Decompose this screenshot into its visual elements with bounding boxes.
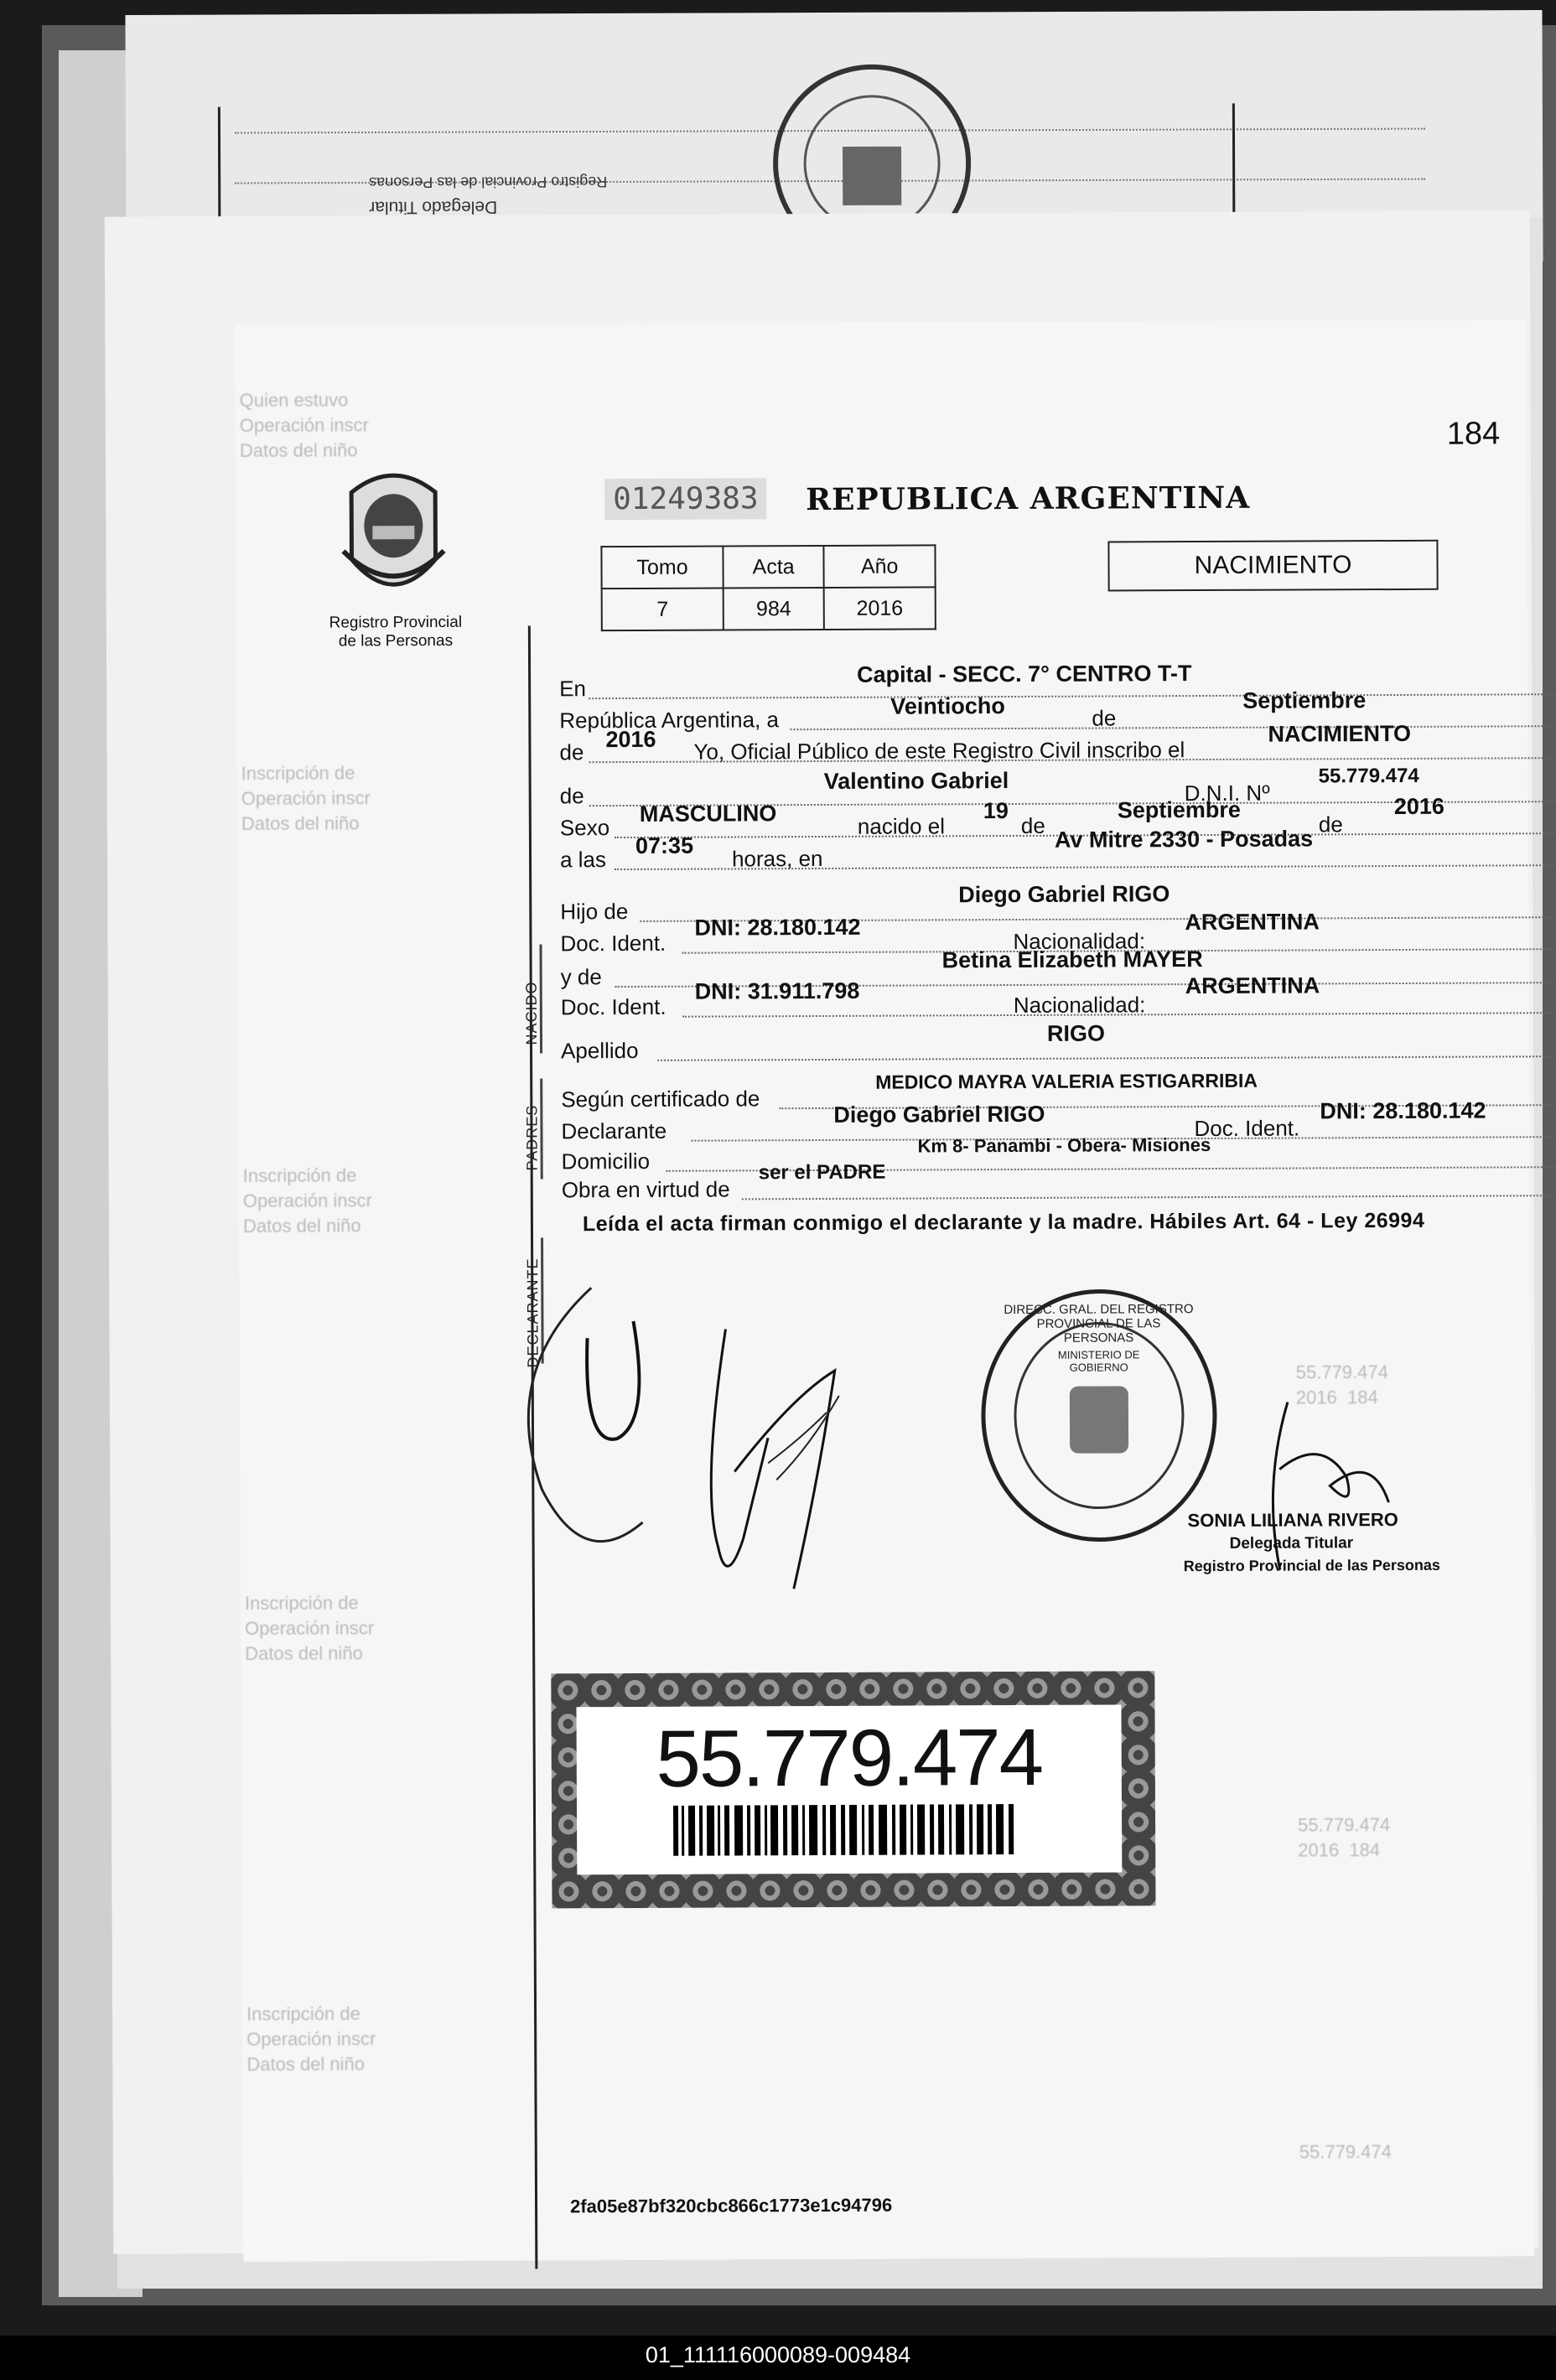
- oficial-text: Yo, Oficial Público de este Registro Civil inscribo el: [693, 737, 1185, 765]
- de-label: de: [1318, 811, 1343, 837]
- birth-year-value: 2016: [1393, 793, 1444, 820]
- obra-label: Obra en virtud de: [561, 1176, 730, 1203]
- table-cell: 984: [724, 588, 824, 630]
- official-title: Delegada Titular: [1229, 1534, 1354, 1553]
- declarante-value: Diego Gabriel RIGO: [833, 1101, 1045, 1128]
- certificado-value: MEDICO MAYRA VALERIA ESTIGARRIBIA: [875, 1069, 1258, 1093]
- section-label-nacido: NACIDO: [522, 981, 541, 1045]
- section-label-padres: PADRES: [523, 1104, 541, 1171]
- birth-month-value: Septiembre: [1117, 796, 1241, 823]
- birth-day-value: 19: [983, 798, 1009, 824]
- nacionalidad-label: Nacionalidad:: [1013, 928, 1146, 954]
- horas-label: horas, en: [731, 845, 823, 872]
- apellido-value: RIGO: [1046, 1020, 1106, 1046]
- republica-label: República Argentina, a: [559, 707, 780, 734]
- footer-id: 01_111116000089-009484: [645, 2342, 911, 2367]
- table-cell: 2016: [824, 587, 936, 630]
- crest-caption: Registro Provincial de las Personas: [329, 613, 463, 651]
- doc-label: Doc. Ident.: [1194, 1115, 1300, 1142]
- declarante-label: Declarante: [561, 1117, 667, 1144]
- dni-label: D.N.I. Nº: [1184, 780, 1270, 806]
- country-title: REPUBLICA ARGENTINA: [806, 480, 1251, 518]
- table-header: Tomo: [601, 547, 723, 589]
- birth-record-form: Quien estuvo Operación inscr Datos del niño Inscripción de Operación inscr Datos del niño Inscripción de Operación inscr Datos del niño Inscripción de Operación inscr Datos del niño Inscripción de Operación inscr Datos del niño 55.779.474 2016 184 55.779.474 2016 184 55.779.474 184 Registro Provincial de las Personas 01249383 REPUBLICA ARGENTINA Tomo Acta Año 7 984 2016 NACIMIENTO NACIDO PADRES DECLARANTE En Capital - SECC. 7° CENTRO T-T República Argentina, a Veintiocho de Septiembre de 2016 Yo, Oficial Público de este Registro Civil inscribo el NACIMIENTO de Valentino Gabriel D.N.I. Nº 55.779.474 Sexo MASCULINO nacido el 19 de Septiembre de 2016 a las 07:35 horas, en Av Mitre 2330 - Posadas Hijo de Diego Gabriel RIGO Doc. Ident. DNI: 28.180.142 Nacionalidad: ARGENTINA y de Betina Elizabeth MAYER Doc. Ident. DNI: 31.911.798 Nacionalidad: ARGENTINA Apellido RIGO Según certificado de MEDICO MAYRA VALERIA ESTIGARRIBIA Declarante Diego Gabriel RIGO Doc. Ident. DNI: 28.180.142 Domicilio Km 8- Panambi - Obera- Misiones Obra en virtud de ser el PADRE Leída el acta firman conmigo el declarante y la madre. Hábiles Art. 64 - Ley 26994 DIRECC. GRAL. DEL REGISTRO PROVINCIAL DE LAS PERSONAS MINISTERIO DE GOBIERNO SONIA LILIANA RIVERO Delegada Titular Registro Provincial de las Personas 55.779.474 2fa05e87bf320cbc866c1773e1c94796: [235, 319, 1534, 2262]
- month-value: Septiembre: [1242, 687, 1367, 713]
- back-page-office: Registro Provincial de las Personas: [369, 173, 608, 191]
- father-name-value: Diego Gabriel RIGO: [958, 881, 1170, 908]
- birth-place-value: Av Mitre 2330 - Posadas: [1054, 826, 1314, 853]
- y-de-label: y de: [560, 964, 602, 990]
- de-label: de: [559, 783, 584, 809]
- sexo-label: Sexo: [559, 815, 610, 841]
- doc-label: Doc. Ident.: [560, 930, 666, 957]
- stamp-text: DIRECC. GRAL. DEL REGISTRO PROVINCIAL DE LAS PERSONAS: [1004, 1302, 1194, 1346]
- inscribe-value: NACIMIENTO: [1268, 720, 1411, 747]
- barcode-sticker: [551, 1671, 1155, 1908]
- certificado-label: Según certificado de: [561, 1086, 760, 1112]
- table-header: Acta: [723, 546, 823, 589]
- barcode-number: 55.779.474: [656, 1712, 1043, 1804]
- official-name: SONIA LILIANA RIVERO: [1187, 1509, 1398, 1532]
- nacido-label: nacido el: [857, 813, 946, 839]
- page-number: 184: [1446, 416, 1501, 452]
- domicilio-label: Domicilio: [561, 1148, 651, 1174]
- day-value: Veintiocho: [890, 693, 1005, 719]
- hash-code: 2fa05e87bf320cbc866c1773e1c94796: [570, 2194, 893, 2217]
- en-label: En: [559, 676, 587, 702]
- father-nationality-value: ARGENTINA: [1185, 909, 1320, 936]
- closing-text: Leída el acta firman conmigo el declarante y la madre. Hábiles Art. 64 - Ley 26994: [582, 1208, 1425, 1237]
- year-value: 2016: [605, 726, 656, 753]
- de-label: de: [559, 739, 584, 765]
- place-section-value: Capital - SECC. 7° CENTRO T-T: [857, 661, 1192, 687]
- mother-name-value: Betina Elizabeth MAYER: [941, 946, 1203, 973]
- back-page-caption: Delegado Titular: [369, 197, 498, 217]
- mother-doc-value: DNI: 31.911.798: [694, 977, 860, 1004]
- obra-value: ser el PADRE: [758, 1160, 886, 1185]
- child-name-value: Valentino Gabriel: [823, 768, 1009, 794]
- domicilio-value: Km 8- Panambi - Obera- Misiones: [917, 1133, 1211, 1157]
- birth-time-value: 07:35: [635, 832, 694, 858]
- official-office: Registro Provincial de las Personas: [1183, 1556, 1440, 1575]
- record-type-box: NACIMIENTO: [1107, 540, 1438, 592]
- child-dni-value: 55.779.474: [1318, 764, 1419, 788]
- a-las-label: a las: [559, 847, 607, 873]
- hijo-label: Hijo de: [560, 899, 629, 925]
- serial-number: 01249383: [604, 478, 767, 520]
- de-label: de: [1092, 705, 1117, 731]
- nacionalidad-label: Nacionalidad:: [1013, 992, 1146, 1018]
- barcode-icon: [577, 1803, 1122, 1864]
- declarante-doc-value: DNI: 28.180.142: [1320, 1097, 1486, 1124]
- declarant-signature: [516, 1269, 936, 1623]
- apellido-label: Apellido: [560, 1037, 639, 1064]
- de-label: de: [1020, 812, 1045, 838]
- sexo-value: MASCULINO: [639, 801, 777, 827]
- section-label-declarante: DECLARANTE: [524, 1257, 542, 1368]
- stamp-inner-text: MINISTERIO DE GOBIERNO: [1057, 1348, 1140, 1374]
- table-cell: 7: [602, 589, 724, 631]
- main-page: [105, 210, 1539, 2253]
- province-crest-icon: [335, 467, 453, 610]
- doc-label: Doc. Ident.: [560, 993, 666, 1020]
- father-doc-value: DNI: 28.180.142: [694, 914, 861, 941]
- table-header: Año: [824, 545, 936, 588]
- mother-nationality-value: ARGENTINA: [1185, 972, 1320, 999]
- record-table: [600, 544, 936, 631]
